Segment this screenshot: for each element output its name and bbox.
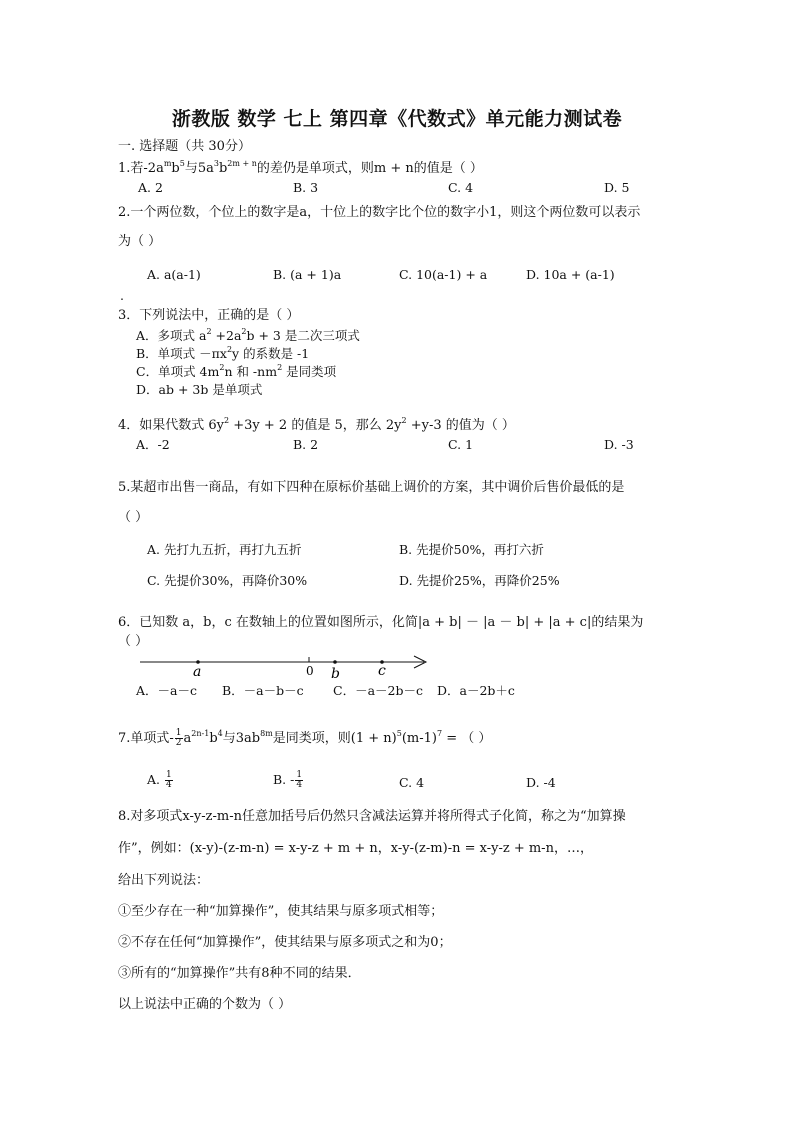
- page-title: 浙教版 数学 七上 第四章《代数式》单元能力测试卷: [171, 108, 623, 130]
- question-2-stem-line1: 2.一个两位数，个位上的数字是a，十位上的数字比个位的数字小1，则这个两位数可以表示: [118, 205, 641, 220]
- q3-option-d: D．ab + 3b 是单项式: [136, 382, 263, 397]
- question-4-stem: 4．如果代数式 $6y^2 +3y + 2$ 的值是 5，那么 $2y^2 +y-3$ 的值为（ ）: [118, 416, 515, 433]
- q7-option-d: D. -4: [526, 775, 556, 790]
- q1-option-c: C. 4: [448, 180, 474, 195]
- question-7-stem: 7.单项式- $\frac{1}{2}$ $a^{2n-1}b^4$与$3ab^{8m}$是同类项，则$(1 + n)^5(m-1)^7$ = （ ）: [118, 728, 492, 748]
- q4-option-b: B. 2: [293, 437, 319, 452]
- q8-statement-2: ②不存在任何“加算操作”，使其结果与原多项式之和为0；: [118, 935, 452, 950]
- question-6-stem-line2: （ ）: [118, 634, 149, 649]
- point-c-label: c: [378, 663, 386, 679]
- q5-option-a: A. 先打九五折，再打九五折: [147, 542, 302, 557]
- q3-option-b: B．单项式 $-\pi x^2y$ 的系数是 -1: [136, 345, 310, 361]
- question-2-stem-line2: 为（ ）: [118, 234, 162, 249]
- question-6-stem-line1: 6．已知数 a，b，c 在数轴上的位置如图所示，化简|a + b| － |a － b| + |a + c|的结果为: [118, 615, 644, 630]
- q7-option-b: B. - $\frac{1}{4}$: [273, 770, 303, 790]
- q6-option-d: D．a－2b＋c: [437, 683, 515, 698]
- q1-option-b: B. 3: [293, 180, 319, 195]
- question-8-prompt: 以上说法中正确的个数为（ ）: [118, 997, 292, 1012]
- q8-statement-1: ①至少存在一种“加算操作”，使其结果与原多项式相等；: [118, 904, 444, 919]
- question-8-stem-line3: 给出下列说法：: [118, 873, 210, 888]
- question-5-stem-line2: （ ）: [118, 510, 149, 525]
- point-b-label: b: [331, 666, 340, 682]
- q2-option-a: A. a(a-1): [147, 267, 201, 282]
- question-8-stem-line1: 8.对多项式x-y-z-m-n任意加括号后仍然只含减法运算并将所得式子化简，称之为“加算操: [118, 809, 626, 824]
- q3-option-c: C．单项式 $4m^2n$ 和 $-nm^2$ 是同类项: [136, 363, 337, 379]
- section-heading: 一. 选择题（共 30分）: [118, 139, 251, 154]
- question-1-stem: 1.若$-2a^mb^5$与$5a^3b^{2m + n}$的差仍是单项式，则m + n的值是（ ）: [118, 159, 483, 176]
- origin-label: 0: [306, 664, 314, 678]
- q8-statement-3: ③所有的“加算操作”共有8种不同的结果．: [118, 966, 361, 981]
- q4-option-d: D. -3: [604, 437, 634, 452]
- q4-option-a: A．-2: [136, 437, 170, 452]
- q2-option-d: D. 10a + (a-1): [526, 267, 615, 282]
- q5-option-c: C. 先提价30%，再降价30%: [147, 573, 308, 588]
- point-b-dot: [333, 660, 337, 664]
- q5-option-d: D. 先提价25%，再降价25%: [399, 573, 560, 588]
- q6-option-a: A．－a－c: [136, 683, 197, 698]
- q5-option-b: B. 先提价50%，再打六折: [399, 542, 544, 557]
- q7-option-a: A. $\frac{1}{4}$: [147, 770, 172, 790]
- q6-option-b: B．－a－b－c: [222, 683, 304, 698]
- number-line-figure: [130, 648, 440, 682]
- q1-option-d: D. 5: [604, 180, 630, 195]
- q4-option-c: C. 1: [448, 437, 474, 452]
- q2-option-c: C. 10(a-1) + a: [399, 267, 488, 282]
- question-8-stem-line2: 作”，例如：(x-y)-(z-m-n) = x-y-z + m + n，x-y-(z-m)-n = x-y-z + m-n，…，: [118, 841, 593, 856]
- q1-option-a: A. 2: [138, 180, 163, 195]
- question-5-stem-line1: 5.某超市出售一商品，有如下四种在原标价基础上调价的方案，其中调价后售价最低的是: [118, 480, 625, 495]
- point-a-label: a: [193, 664, 202, 680]
- q2-option-b: B. (a + 1)a: [273, 267, 342, 282]
- q7-option-c: C. 4: [399, 775, 425, 790]
- q6-option-c: C．－a－2b－c: [333, 683, 423, 698]
- q2-stray-dot: .: [120, 288, 124, 303]
- q3-option-a: A．多项式 $a^2 +2a^2b + 3$ 是二次三项式: [136, 327, 360, 343]
- q7-fraction: $\frac{1}{2}$: [175, 728, 182, 748]
- question-3-stem: 3．下列说法中，正确的是（ ）: [118, 308, 300, 323]
